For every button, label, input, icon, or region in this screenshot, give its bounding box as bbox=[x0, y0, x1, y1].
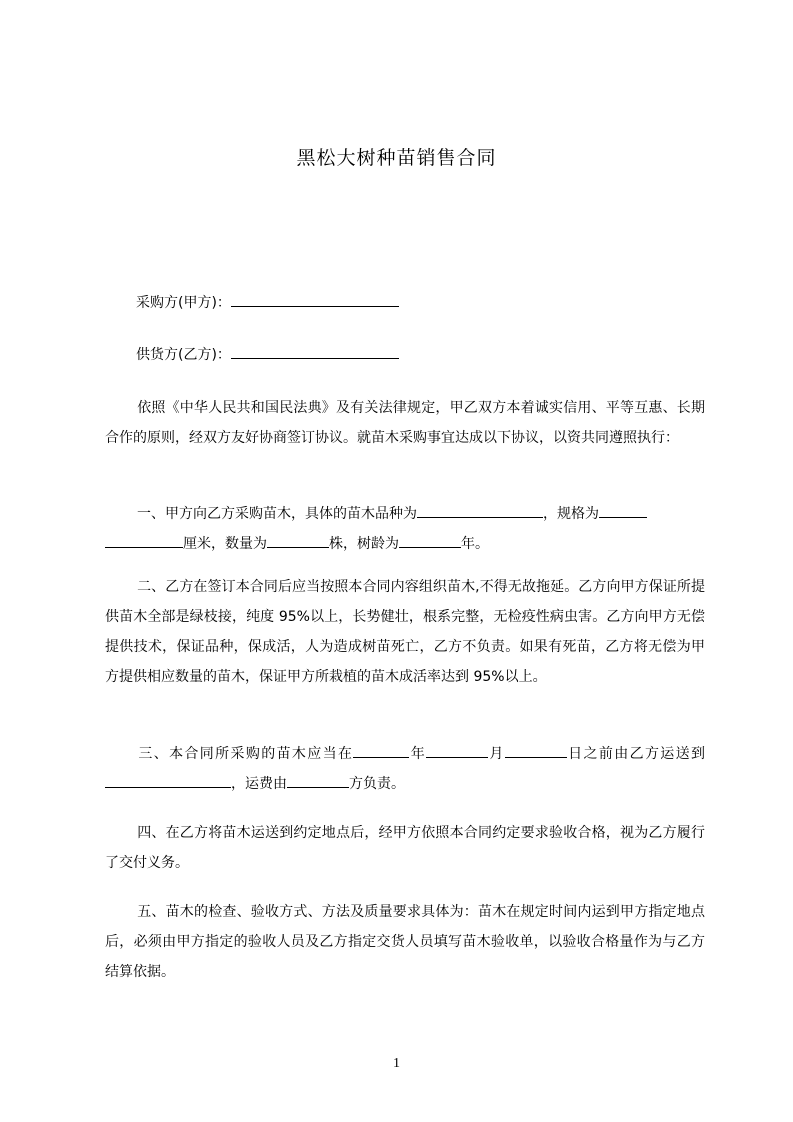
variety-blank bbox=[417, 502, 543, 518]
month-blank bbox=[426, 742, 488, 758]
clause-1 bbox=[105, 499, 705, 559]
day-blank bbox=[505, 742, 567, 758]
year-blank bbox=[353, 742, 409, 758]
party-a-line bbox=[136, 291, 399, 313]
freight-blank bbox=[287, 772, 349, 788]
clause2-text: 二、乙方在签订本合同后应当按照本合同内容组织苗木,不得无故拖延。乙方向甲方保证所提供苗木全部是绿枝接，纯度 95%以上，长势健壮，根系完整，无检疫性病虫害。乙方向甲方无偿提供技术，保证品种，保成活，人为造成树苗死亡，乙方不负责。如果有死苗，乙方将无偿为甲方提供相应数量的苗木，保证甲方所栽植的苗木成活率达到 95%以上。 bbox=[105, 579, 705, 685]
clause3-part2: 年 bbox=[409, 746, 427, 762]
clause1-part3: 厘米，数量为 bbox=[183, 536, 267, 552]
clause3-part1: 三、本合同所采购的苗木应当在 bbox=[137, 746, 354, 762]
clause3-part4: 日之前由乙方运送到 bbox=[566, 746, 706, 762]
party-a-blank bbox=[231, 291, 399, 307]
clause1-part4: 株，树龄为 bbox=[329, 536, 399, 552]
intro-paragraph bbox=[105, 393, 705, 453]
clause1-part2: ，规格为 bbox=[543, 506, 599, 522]
clause5-text: 五、苗木的检查、验收方式、方法及质量要求具体为：苗木在规定时间内运到甲方指定地点后，必须由甲方指定的验收人员及乙方指定交货人员填写苗木验收单，以验收合格量作为与乙方结算依据。 bbox=[105, 904, 705, 980]
page-number: 1 bbox=[393, 1056, 400, 1071]
spec-blank-b bbox=[105, 532, 183, 548]
spec-blank-a bbox=[599, 502, 647, 518]
clause4-text: 四、在乙方将苗木运送到约定地点后，经甲方依照本合同约定要求验收合格，视为乙方履行了交付义务。 bbox=[105, 825, 705, 871]
party-b-label: 供货方(乙方)： bbox=[136, 347, 231, 363]
clause3-part3: 月 bbox=[488, 746, 505, 762]
clause-4 bbox=[105, 818, 705, 878]
party-b-blank bbox=[231, 343, 399, 359]
clause3-part5: ，运费由 bbox=[231, 776, 287, 792]
intro-text: 依照《中华人民共和国民法典》及有关法律规定，甲乙双方本着诚实信用、平等互惠、长期合作的原则，经双方友好协商签订协议。就苗木采购事宜达成以下协议，以资共同遵照执行： bbox=[105, 400, 705, 446]
party-a-label: 采购方(甲方)： bbox=[136, 295, 231, 311]
clause1-part5: 年。 bbox=[461, 536, 489, 552]
clause-3 bbox=[105, 739, 705, 799]
quantity-blank bbox=[267, 532, 329, 548]
document-title: 黑松大树种苗销售合同 bbox=[296, 147, 497, 169]
party-b-line bbox=[136, 343, 399, 365]
destination-blank bbox=[105, 772, 231, 788]
age-blank bbox=[399, 532, 461, 548]
clause3-part6: 方负责。 bbox=[349, 776, 405, 792]
clause-2 bbox=[105, 572, 705, 692]
clause1-part1: 一、甲方向乙方采购苗木，具体的苗木品种为 bbox=[137, 506, 417, 522]
clause-5 bbox=[105, 897, 705, 987]
